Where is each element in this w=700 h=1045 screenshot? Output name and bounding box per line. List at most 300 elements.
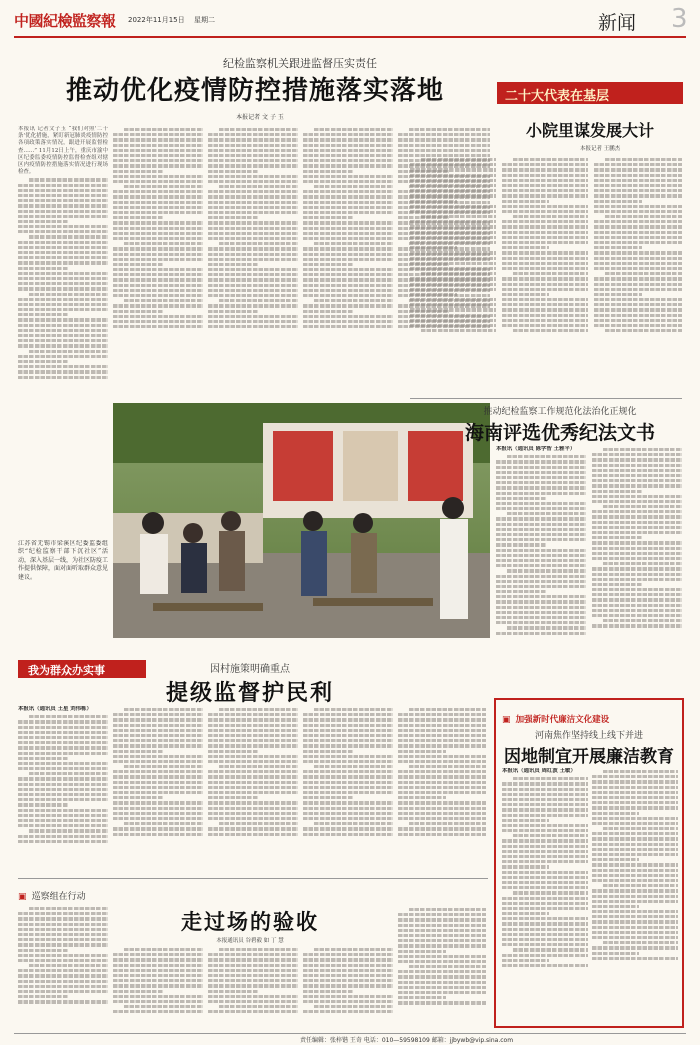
text-line [502,308,588,311]
text-line [113,729,203,732]
text-line [219,948,298,951]
text-line [208,268,298,271]
text-line [502,938,588,941]
text-line [18,215,108,218]
lead-body-col-3 [208,126,298,398]
text-line [502,179,588,182]
text-line [303,729,393,732]
service-body-1 [18,706,108,876]
text-line [496,486,586,489]
text-line [398,801,486,804]
text-line [18,840,108,843]
text-line [113,253,203,256]
text-line [410,241,496,244]
lead-text-filler [303,128,393,328]
service-text-filler [113,708,203,836]
text-line [502,808,588,811]
text-line [592,853,678,856]
text-line [303,974,393,977]
masthead-rule [14,36,686,38]
text-line [592,598,682,601]
text-line [398,991,486,994]
text-line [208,221,298,224]
text-line [496,507,586,510]
text-line [208,770,298,773]
text-line [29,715,108,718]
inspection-text-filler [208,948,298,1013]
text-line [410,174,496,177]
text-line [502,865,549,868]
text-line [208,1000,298,1003]
text-line [502,319,588,322]
hainan-text-filler [592,448,682,628]
text-line [496,590,546,593]
text-line [113,320,203,323]
text-line [421,272,496,275]
text-line [410,184,496,187]
text-line [303,770,393,773]
text-line [303,154,393,157]
text-line [410,288,496,291]
text-line [18,256,108,259]
text-line [502,241,588,244]
text-line [410,246,457,249]
text-line [18,985,108,988]
text-line [502,236,588,239]
text-line [496,471,586,474]
text-line [113,278,203,281]
text-line [592,780,678,783]
service-banner-label: 我为群众办实事 [28,664,105,677]
text-line [502,251,588,254]
text-line [29,829,108,832]
text-line [18,241,108,244]
text-line [398,939,486,942]
text-line [594,308,682,311]
text-line [502,257,588,260]
text-line [594,251,682,254]
text-line [113,164,203,167]
text-line [410,236,496,239]
text-line [208,1010,298,1013]
text-line [496,481,586,484]
text-line [594,262,682,265]
text-line [303,833,393,836]
text-line [219,765,298,768]
text-line [124,708,203,711]
text-line [18,746,108,749]
text-line [502,824,588,827]
text-line [18,809,108,812]
text-line [113,273,203,276]
text-line [594,283,682,286]
caption-text: 江苏省无锡市梁溪区纪委监委组织“纪检监察干部下沉社区”活动，深入基层一线，为社区防疫工作提供保障，面对面听取群众意见建议。 [18,540,108,581]
text-line [496,606,586,609]
column-body-1 [410,156,496,392]
text-line [113,781,203,784]
text-line [303,990,353,993]
text-line [513,891,588,894]
text-line [502,184,588,187]
text-line [208,195,298,198]
text-line [398,791,486,794]
text-line [502,246,549,249]
text-line [410,189,496,192]
text-line [219,185,298,188]
text-line [594,163,682,166]
text-line [113,979,203,982]
text-line [113,974,203,977]
text-line [208,232,298,235]
lead-text-filler [113,128,203,328]
text-line [502,943,588,946]
text-line [496,549,586,552]
text-line [592,510,682,513]
text-line [502,303,588,306]
text-line [113,133,203,136]
text-line [113,760,203,763]
text-line [513,158,588,161]
text-line [398,929,486,932]
text-line [603,619,682,622]
text-line [592,500,682,503]
text-line [398,755,486,758]
text-line [592,926,678,929]
text-line [502,225,588,228]
text-line [592,889,678,892]
text-line [219,128,298,131]
inspection-body-1 [18,905,108,1030]
text-line [502,288,588,291]
text-line [303,258,393,261]
text-line [113,175,203,178]
text-line [303,801,393,804]
text-line [208,775,298,778]
text-line [398,133,490,136]
text-line [592,915,678,918]
divider [410,398,682,399]
text-line [113,713,203,716]
lead-text-filler [208,128,298,328]
text-line [208,138,298,141]
column-body-2 [502,156,588,392]
text-line [113,216,163,219]
text-line [18,210,108,213]
text-line [208,807,298,810]
service-body-2 [113,706,203,876]
text-line [303,273,393,276]
text-line [502,928,588,931]
text-line [113,817,203,820]
text-line [502,298,588,301]
clean-culture-body-1 [502,768,588,1022]
text-line [592,920,678,923]
clean-culture-kicker: 河南焦作坚持线上线下并进 [534,731,643,741]
text-line [303,232,393,235]
text-line [496,517,586,520]
text-line [398,734,486,737]
text-line [314,765,393,768]
text-line [208,325,298,328]
text-line [18,762,108,765]
text-line [398,781,486,784]
text-line [592,936,678,939]
text-line [409,908,486,911]
text-line [502,788,588,791]
text-line [592,495,682,498]
text-line [18,334,108,337]
text-line [603,448,682,451]
text-line [208,750,258,753]
text-line [18,793,108,796]
text-line [303,791,393,794]
service-body-4 [303,706,393,876]
text-line [303,284,393,287]
text-line [208,180,298,183]
text-line [513,272,588,275]
text-line [398,750,446,753]
text-line [124,185,203,188]
text-line [513,834,588,837]
text-line [303,984,393,987]
text-line [594,231,682,234]
text-line [113,221,203,224]
text-line [124,822,203,825]
text-line [502,200,549,203]
community-meeting-photo [113,403,490,638]
text-line [410,262,496,265]
text-line [303,827,393,830]
text-line [398,786,486,789]
text-line [113,791,203,794]
text-line [410,319,496,322]
text-line [398,817,486,820]
text-line [113,310,163,313]
text-line [208,964,298,967]
text-line [502,871,588,874]
text-line [605,215,682,218]
text-line [18,814,108,817]
text-line [502,839,588,842]
hainan-body-2 [592,446,682,688]
text-line [592,453,682,456]
service-text-filler [398,708,486,836]
service-headline: 提级监督护民利 [165,681,334,706]
text-line [113,268,203,271]
text-line [208,211,298,214]
text-line [398,739,486,742]
text-line [409,965,486,968]
text-line [18,757,68,760]
text-line [594,174,682,177]
text-line [398,827,486,830]
text-line [592,848,678,851]
text-line [113,247,203,250]
text-line [18,726,108,729]
text-line [398,812,486,815]
text-line [502,881,588,884]
text-line [303,755,393,758]
column-text-filler [594,158,682,332]
text-line [592,775,678,778]
text-line [496,616,586,619]
text-line [502,168,588,171]
text-line [113,995,203,998]
text-line [592,479,682,482]
text-line [18,251,108,254]
text-line [208,253,298,256]
text-line [398,770,486,773]
text-line [592,822,678,825]
text-line [398,986,486,989]
inspection-body-4 [303,946,393,1030]
text-line [496,580,586,583]
text-line [113,201,203,204]
text-line [18,267,68,270]
text-line [594,324,682,327]
text-line [496,460,586,463]
text-line [592,458,682,461]
lead-opening-text: 本报讯 记者文子玉 “我们对照'二十条'优化措施，紧盯新冠肺炎疫情防控各项政策落实情况，跟进开展监督检查……” 11月12日上午，重庆市渝中区纪委监委疫情防控监督检查组对辖区内疫情防控措施落实情况进行现场检查。 [18,126,108,176]
service-body-5 [398,706,486,876]
text-line [496,554,586,557]
text-line [502,912,549,915]
text-line [208,247,298,250]
text-line [124,765,203,768]
lead-body-col-4 [303,126,393,398]
text-line [592,905,639,908]
text-line [303,278,393,281]
text-line [303,310,353,313]
inspection-body-2 [113,946,203,1030]
text-line [592,879,678,882]
text-line [502,324,588,327]
text-line [502,855,588,858]
text-line [592,812,639,815]
text-line [502,210,588,213]
text-line [314,948,393,951]
inspection-banner [18,884,138,902]
text-line [113,304,203,307]
text-line [303,294,393,297]
text-line [18,783,108,786]
text-line [594,257,682,260]
text-line [18,720,108,723]
text-line [303,206,393,209]
text-line [594,246,642,249]
text-line [502,917,588,920]
text-line [208,304,298,307]
text-line [594,210,682,213]
text-line [398,955,486,958]
text-line [113,1010,203,1013]
text-line [18,204,108,207]
text-line [208,833,298,836]
text-line [113,744,203,747]
text-line [303,750,353,753]
text-line [496,559,586,562]
section-name: 新闻 [598,12,637,34]
issue-date: 2022年11月15日 [128,16,185,24]
inspection-body-5 [398,906,486,1030]
lead-byline: 本报记者 文 子 玉 [236,114,284,121]
text-line [113,258,203,261]
text-line [594,184,682,187]
text-line [18,974,108,977]
text-line [410,267,496,270]
text-line [603,941,678,944]
text-line [410,168,496,171]
text-line [502,803,588,806]
text-line [592,952,639,955]
text-line [18,355,108,358]
text-line [303,958,393,961]
column-text-filler [502,158,588,332]
text-line [208,237,298,240]
hainan-headline: 海南评选优秀纪法文书 [464,422,655,444]
text-line [18,194,108,197]
text-line [592,552,682,555]
text-line [303,969,393,972]
text-line [594,194,682,197]
text-line [208,159,298,162]
text-line [208,734,298,737]
text-line [113,750,163,753]
text-line [513,777,588,780]
text-line [410,251,496,254]
text-line [18,329,108,332]
text-line [592,526,682,529]
text-line [303,170,353,173]
text-line [303,149,393,152]
text-line [592,609,682,612]
text-line [113,718,203,721]
text-line [502,205,588,208]
text-line [410,205,496,208]
text-line [303,190,393,193]
text-line [113,211,203,214]
text-line [592,786,678,789]
text-line [410,225,496,228]
text-line [592,536,642,539]
text-line [208,227,298,230]
text-line [303,253,393,256]
text-line [496,466,586,469]
inspection-text-filler [398,908,486,1005]
text-line [124,1005,203,1008]
text-line [18,1000,108,1003]
clean-culture-text-filler [592,770,678,960]
text-line [398,996,446,999]
text-line [113,206,203,209]
text-line [29,235,108,238]
text-line [208,149,298,152]
text-line [208,724,298,727]
text-line [605,158,682,161]
text-line [113,953,203,956]
text-line [113,812,203,815]
text-line [502,959,549,962]
inspection-text-filler [113,948,203,1013]
text-line [507,626,586,629]
text-line [303,227,393,230]
text-line [592,869,678,872]
text-line [303,201,393,204]
lead-text-filler [18,178,108,378]
text-line [113,958,203,961]
text-line [18,990,108,993]
text-line [398,913,486,916]
